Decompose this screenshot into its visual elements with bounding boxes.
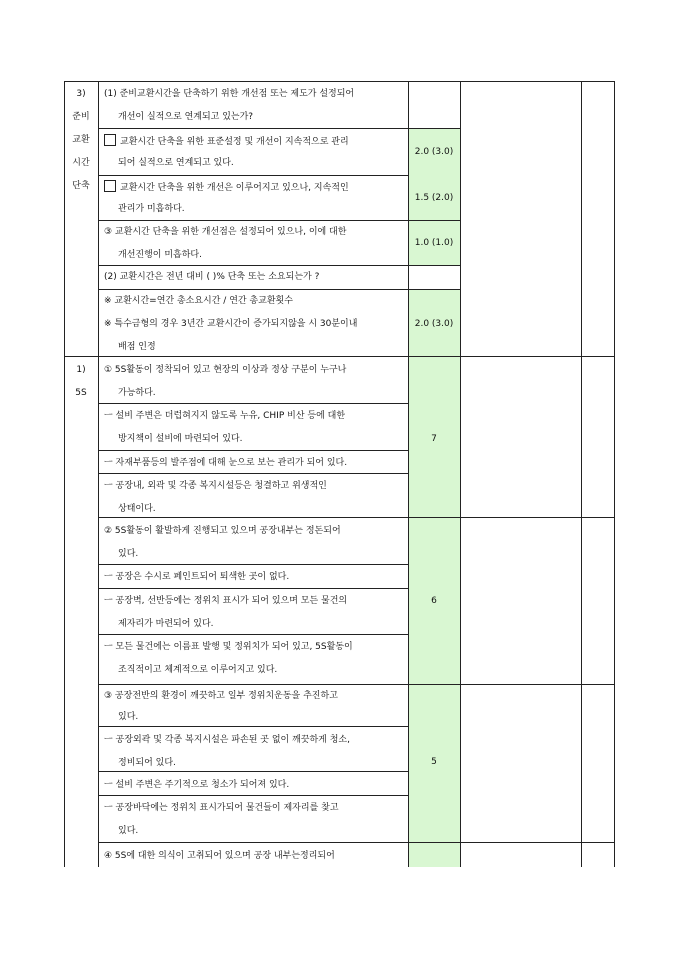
group-2-heading: ② 5S활동이 활발하게 진행되고 있으며 공장내부는 정돈되어	[104, 526, 341, 536]
group-3-heading: 있다.	[118, 712, 139, 722]
table-border-left	[64, 81, 65, 867]
group-2-bullet: 조직적이고 체계적으로 이루어지고 있다.	[118, 665, 278, 675]
group-1-bullet: ㅡ 설비 주변은 더럽혀지지 않도록 누유, CHIP 비산 등에 대한	[104, 411, 346, 421]
group-3-bullet: ㅡ 공장외곽 및 각종 복지시설은 파손된 곳 없이 깨끗하게 청소,	[104, 735, 350, 745]
option-1-text: 교환시간 단축을 위한 표준설정 및 개선이 지속적으로 관리	[104, 134, 349, 148]
option-1-score: 2.0 (3.0)	[414, 147, 454, 157]
question-1-text: (1) 준비교환시간을 단축하기 위한 개선점 또는 제도가 설정되어	[104, 89, 355, 99]
group-2-score: 6	[431, 596, 437, 606]
group-3-bullet: 정비되어 있다.	[118, 758, 176, 768]
option-1-text: 되어 실적으로 연계되고 있다.	[118, 158, 234, 168]
group-3-score: 5	[431, 757, 437, 767]
group-3-bullet: ㅡ 공장바닥에는 정위치 표시가되어 물건들이 제자리를 찾고	[104, 803, 339, 813]
checkbox[interactable]	[104, 180, 116, 192]
row-divider	[98, 473, 408, 474]
column-divider	[460, 81, 461, 867]
row-divider	[98, 450, 408, 451]
section-3-label: 시간	[72, 158, 90, 168]
column-divider	[581, 81, 582, 867]
option-2-score: 1.5 (2.0)	[414, 193, 454, 203]
group-2-bullet: ㅡ 공장은 수시로 페인트되어 퇴색한 곳이 없다.	[104, 572, 290, 582]
group-2-bullet: 제자리가 마련되어 있다.	[118, 619, 214, 629]
group-2-heading: 있다.	[118, 549, 139, 559]
row-divider	[98, 771, 408, 772]
note-1: ※ 교환시간=연간 총소요시간 / 연간 총교환횟수	[104, 296, 293, 306]
question-1-text: 개선이 실적으로 연계되고 있는가?	[118, 112, 254, 122]
row-divider	[98, 517, 615, 518]
score-bg-g4	[408, 842, 460, 867]
row-divider	[98, 265, 461, 266]
group-1-bullet: ㅡ 공장내, 외곽 및 각종 복지시설등은 청결하고 위생적인	[104, 481, 327, 491]
row-divider	[98, 175, 408, 176]
table-border-right	[614, 81, 615, 867]
row-divider	[98, 795, 408, 796]
group-1-score: 7	[431, 434, 437, 444]
section-3-label: 준비	[72, 112, 90, 122]
group-1-bullet: 상태이다.	[118, 504, 156, 514]
column-divider	[98, 81, 99, 867]
option-3-score: 1.0 (1.0)	[414, 238, 454, 248]
option-3-text: ③ 교환시간 단축을 위한 개선점은 설정되어 있으나, 이에 대한	[104, 227, 347, 237]
group-1-heading: 가능하다.	[118, 388, 156, 398]
section-1-label: 5S	[75, 388, 87, 398]
section-divider	[64, 356, 615, 357]
section-3-number: 3)	[76, 89, 86, 99]
group-2-bullet: ㅡ 공장벽, 선반등에는 정위치 표시가 되어 있으며 모든 물건의	[104, 596, 348, 606]
group-1-bullet: 방지책이 설비에 마련되어 있다.	[118, 434, 243, 444]
row-divider	[98, 564, 408, 565]
section-3-label: 단축	[72, 181, 90, 191]
group-3-heading: ③ 공장전반의 환경이 깨끗하고 일부 정위치운동을 추진하고	[104, 691, 338, 701]
row-divider	[98, 634, 408, 635]
note-2: 배점 인정	[118, 342, 156, 352]
row-divider	[98, 684, 615, 685]
question-2-text: (2) 교환시간은 전년 대비 ( )% 단축 또는 소요되는가 ?	[104, 272, 320, 282]
option-3-text: 개선진행이 미흡하다.	[118, 250, 202, 260]
row-divider	[98, 842, 615, 843]
group-4-heading: ④ 5S에 대한 의식이 고취되어 있으며 공장 내부는정리되어	[104, 851, 335, 861]
table-border-top	[64, 81, 615, 82]
question-2-score: 2.0 (3.0)	[414, 319, 454, 329]
group-2-bullet: ㅡ 모든 물건에는 이름표 발행 및 정위치가 되어 있고, 5S활동이	[104, 642, 353, 652]
score-bg-opt1	[408, 128, 460, 220]
section-3-label: 교환	[72, 135, 90, 145]
row-divider	[98, 588, 408, 589]
row-divider	[98, 403, 408, 404]
row-divider	[98, 289, 461, 290]
checkbox[interactable]	[104, 134, 116, 146]
note-2: ※ 특수금형의 경우 3년간 교환시간이 증가되지않을 시 30분이내	[104, 319, 358, 329]
group-1-bullet: ㅡ 자재부품등의 발주점에 대해 눈으로 보는 관리가 되어 있다.	[104, 458, 348, 468]
row-divider	[98, 128, 461, 129]
option-2-text: 관리가 미흡하다.	[118, 204, 185, 214]
group-3-bullet: ㅡ 설비 주변은 주기적으로 청소가 되어져 있다.	[104, 780, 290, 790]
row-divider	[98, 220, 461, 221]
group-3-bullet: 있다.	[118, 826, 139, 836]
row-divider	[98, 726, 408, 727]
option-2-text: 교환시간 단축을 위한 개선은 이루어지고 있으나, 지속적인	[104, 180, 349, 194]
section-1-number: 1)	[76, 365, 86, 375]
group-1-heading: ① 5S활동이 정착되어 있고 현장의 이상과 정상 구분이 누구나	[104, 365, 347, 375]
